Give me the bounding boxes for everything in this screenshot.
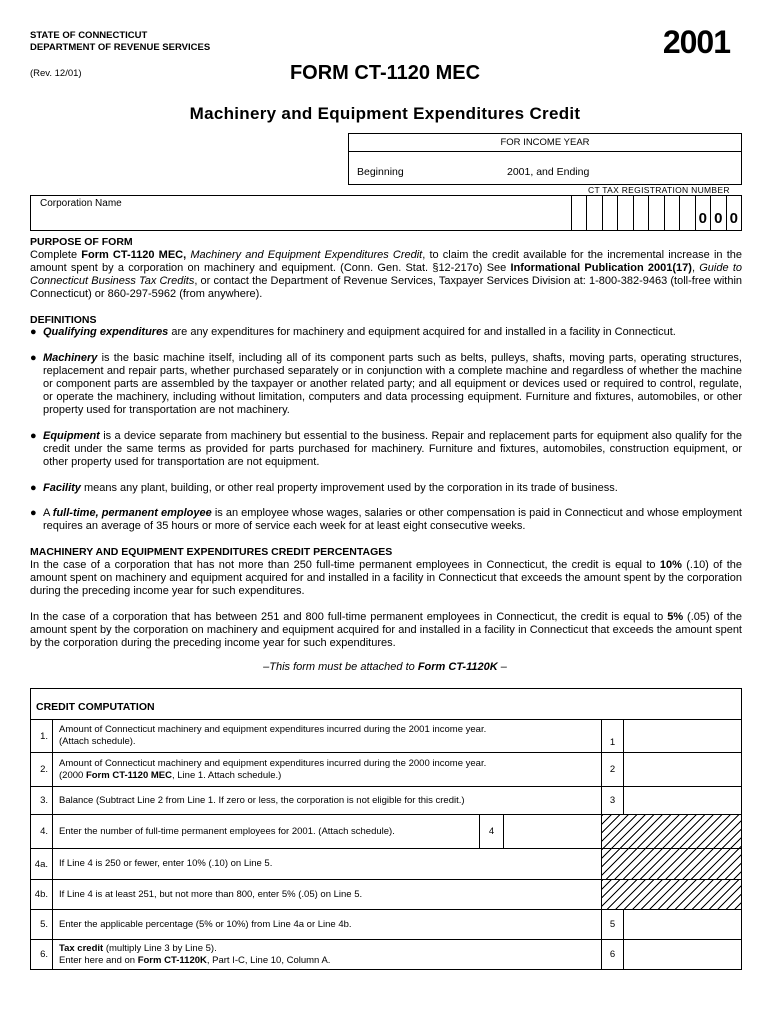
attach-notice: –This form must be attached to Form CT-1120K – bbox=[263, 661, 507, 673]
line-2-row: 2. Amount of Connecticut machinery and equipment expenditures incurred during the 2000 income year. (2000 Form CT-1120 MEC, Line 1. Attach schedule.) 2 bbox=[31, 753, 741, 787]
definition-item: ● Facility means any plant, building, or other real property improvement used by the corporation in its trade of business. bbox=[30, 482, 618, 494]
purpose-heading: PURPOSE OF FORM bbox=[30, 236, 133, 248]
line-3-amount-input[interactable] bbox=[625, 787, 741, 814]
line-4b-row: 4b. If Line 4 is at least 251, but not more than 800, enter 5% (.05) on Line 5. bbox=[31, 880, 741, 910]
bullet-icon: ● bbox=[30, 430, 37, 442]
bullet-icon: ● bbox=[30, 326, 37, 338]
definition-item: ● A full-time, permanent employee is an employee whose wages, salaries or other compensation is paid in Connecticut and whose employment requires an average of 35 hours or more of service each week for at least eight consecutive weeks. bbox=[30, 507, 742, 532]
bullet-icon: ● bbox=[30, 482, 37, 494]
form-title: Machinery and Equipment Expenditures Credit bbox=[189, 104, 581, 123]
corporation-name-label: Corporation Name bbox=[40, 198, 122, 209]
reg-digit-box[interactable] bbox=[617, 196, 633, 230]
income-year-header: FOR INCOME YEAR bbox=[349, 134, 741, 152]
purpose-section bbox=[30, 236, 742, 301]
shaded-area bbox=[601, 849, 741, 879]
reg-digit-box[interactable] bbox=[586, 196, 602, 230]
agency-header bbox=[30, 30, 210, 54]
shaded-area bbox=[601, 815, 741, 848]
form-year: 2001 bbox=[662, 24, 730, 60]
percentages-para-2: In the case of a corporation that has between 251 and 800 full-time permanent employees in Connecticut, the credit is equal to 5% (.05) of the amount spent by the corporation on machinery and equipment acquired for and installed in a facility in Connecticut that exceeds the amount spent by the corporation during the preceding income year for such expenditures. bbox=[30, 611, 742, 649]
definition-item: ● Machinery is the basic machine itself, including all of its component parts such as belts, pulleys, shafts, moving parts, operating structures, replacement and repair parts, whether purchased separately or in conjunction with a complete machine and regardless of whether the machine or component parts are assembled by the taxpayer or another related party; and all equipment or devices used or required to control, regulate, or operate the machinery, including without limitation, computers and data processing equipment. Furniture and fixtures, automobiles, or other property used for transportation are not machinery. bbox=[30, 352, 742, 416]
corporation-name-field[interactable] bbox=[30, 195, 742, 231]
reg-digit-box[interactable] bbox=[679, 196, 695, 230]
revision-date: (Rev. 12/01) bbox=[30, 68, 82, 79]
line-4-employees-input[interactable] bbox=[504, 815, 601, 848]
percentages-para-1: In the case of a corporation that has not more than 250 full-time permanent employees in Connecticut, the credit is equal to 10% (.10) of the amount spent on machinery and equipment acquired for and installed in a facility in Connecticut that exceeds the amount spent by the corporation during the preceding income year for such expenditures. bbox=[30, 559, 742, 597]
line-6-row: 6. Tax credit (multiply Line 3 by Line 5). Enter here and on Form CT-1120K, Part I-C, Line 10, Column A. 6 bbox=[31, 940, 741, 969]
percentages-section bbox=[30, 546, 742, 598]
bullet-icon: ● bbox=[30, 352, 37, 364]
ending-label: 2001, and Ending bbox=[507, 166, 590, 178]
registration-number-boxes[interactable] bbox=[571, 196, 742, 230]
credit-computation-table bbox=[30, 688, 742, 970]
form-number: FORM CT-1120 MEC bbox=[289, 62, 481, 84]
reg-digit-box[interactable] bbox=[571, 196, 587, 230]
reg-digit-box: 0 bbox=[695, 196, 711, 230]
definitions-heading: DEFINITIONS bbox=[30, 314, 97, 326]
line-1-amount-input[interactable] bbox=[625, 720, 741, 752]
definition-item: ● Equipment is a device separate from machinery but essential to the business. Repair and replacement parts for equipment also qualify for the credit under the same terms as provided for parts purchased for machinery. Furniture and fixtures, automobiles, construction equipment, or other property used for transportation are not equipment. bbox=[30, 430, 742, 468]
line-2-amount-input[interactable] bbox=[625, 753, 741, 786]
definition-item: ● Qualifying expenditures are any expenditures for machinery and equipment acquired for and installed in a facility in Connecticut. bbox=[30, 326, 676, 338]
reg-digit-box: 0 bbox=[726, 196, 742, 230]
reg-digit-box[interactable] bbox=[633, 196, 649, 230]
line-5-row: 5. Enter the applicable percentage (5% or 10%) from Line 4a or Line 4b. 5 bbox=[31, 910, 741, 940]
line-4-row: 4. Enter the number of full-time permanent employees for 2001. (Attach schedule). 4 bbox=[31, 815, 741, 849]
reg-digit-box: 0 bbox=[710, 196, 726, 230]
reg-digit-box[interactable] bbox=[602, 196, 618, 230]
line-1-row: 1. Amount of Connecticut machinery and equipment expenditures incurred during the 2001 income year. (Attach schedule). 1 bbox=[31, 720, 741, 753]
beginning-label: Beginning bbox=[357, 166, 404, 178]
shaded-area bbox=[601, 880, 741, 909]
reg-digit-box[interactable] bbox=[648, 196, 664, 230]
line-5-percentage-input[interactable] bbox=[625, 910, 741, 939]
bullet-icon: ● bbox=[30, 507, 37, 519]
income-year-box bbox=[348, 133, 742, 185]
percentages-heading: MACHINERY AND EQUIPMENT EXPENDITURES CREDIT PERCENTAGES bbox=[30, 546, 393, 558]
registration-number-label: CT TAX REGISTRATION NUMBER bbox=[588, 185, 730, 195]
credit-computation-heading: CREDIT COMPUTATION bbox=[31, 689, 741, 720]
reg-digit-box[interactable] bbox=[664, 196, 680, 230]
state-name: STATE OF CONNECTICUT bbox=[30, 30, 148, 41]
line-4a-row: 4a. If Line 4 is 250 or fewer, enter 10% (.10) on Line 5. bbox=[31, 849, 741, 880]
purpose-text: Complete Form CT-1120 MEC, Machinery and Equipment Expenditures Credit, to claim the credit available for the incremental increase in the amount spent by a corporation on machinery and equipment. (Conn. Gen. Stat. §12-217o) See Informational Publication 2001(17), Guide to Connecticut Business Tax Credits, or contact the Department of Revenue Services, Taxpayer Services Division at: 1-800-382-9463 (toll-free within Connecticut) or 860-297-5962 (from anywhere). bbox=[30, 249, 743, 300]
line-6-credit-input[interactable] bbox=[625, 940, 741, 969]
line-3-row: 3. Balance (Subtract Line 2 from Line 1. If zero or less, the corporation is not eligible for this credit.) 3 bbox=[31, 787, 741, 815]
department-name: DEPARTMENT OF REVENUE SERVICES bbox=[30, 42, 211, 53]
